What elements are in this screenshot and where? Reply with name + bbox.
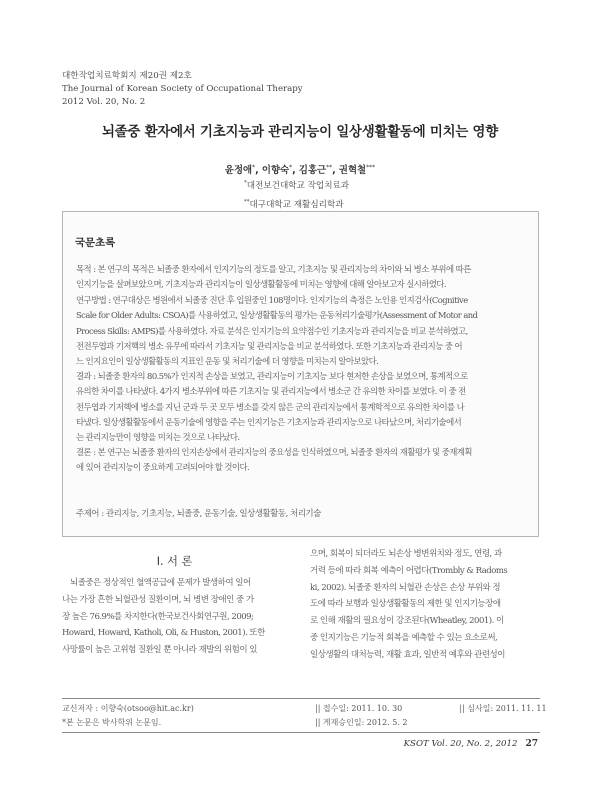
body-line: 장 높은 76.9%를 차지한다(한국보건사회연구원, 2009; (62, 611, 254, 622)
author-mark: * (289, 163, 293, 171)
journal-english-name: The Journal of Korean Society of Occupational Therapy (62, 84, 303, 94)
affiliation-row (244, 194, 349, 213)
footnote-rule-bottom (62, 732, 540, 733)
body-line: 도에 따라 보행과 일상생활활동의 제한 및 인지기능장애 (310, 599, 501, 610)
keywords: 주제어 : 관리지능, 기초지능, 뇌졸중, 운동기술, 일상생활활동, 처리기술 (76, 508, 321, 518)
journal-info (62, 70, 303, 109)
reviewed-date: || 심사일: 2011. 11. 11 (459, 704, 547, 713)
author-name: 윤정애 (224, 165, 253, 176)
affiliation-row (244, 175, 349, 194)
paper-title: 뇌졸중 환자에서 기초지능과 관리지능이 일상생활활동에 미치는 영향 (101, 125, 499, 140)
dates-row (315, 702, 547, 716)
affiliation-text: 대전보건대학교 작업치료과 (246, 180, 350, 191)
footnote-rule-top (62, 698, 540, 699)
body-right-column (310, 546, 540, 664)
abstract-line: 타냈다. 일상생활활동에서 운동기술에 영향을 주는 인지기능은 기초지능과 관리지능으로 나타났으며, 처리기술에서 (76, 416, 462, 427)
author-separator: , (255, 165, 262, 176)
corresponding-author: 교신저자 : 이향숙(otsoo@hit.ac.kr) (62, 704, 194, 713)
body-line: 중 인지기능은 기능적 회복을 예측할 수 있는 요소로써, (310, 632, 498, 643)
author-separator: , (332, 165, 339, 176)
abstract-line: Process Skills: AMPS)를 사용하였다. 자료 분석은 인지기능의 요약점수인 기초지능과 관리지능을 비교 분석하였고, (76, 325, 468, 336)
journal-volume: 2012 Vol. 20, No. 2 (62, 97, 146, 107)
accepted-date: || 게재승인일: 2012. 5. 2 (315, 718, 408, 727)
thesis-note: *본 논문은 박사학위 논문임. (62, 718, 162, 727)
body-line: 뇌졸중은 정상적인 혈액공급에 문제가 발생하여 일어 (70, 578, 251, 588)
body-line: 으며, 회복이 되더라도 뇌손상 병변위치와 정도, 연령, 과 (310, 549, 502, 559)
abstract-line: 에 있어 관리지능이 중요하게 고려되어야 할 것이다. (76, 462, 250, 473)
author-mark: * (252, 163, 256, 171)
footnote-right (315, 702, 547, 730)
author-name: 이향숙 (261, 165, 290, 176)
affiliation-text: 대구대학교 재활심리학과 (249, 199, 344, 210)
abstract-line: 는 관리지능만이 영향을 미치는 것으로 나타났다. (76, 432, 240, 443)
body-left-column (62, 575, 290, 659)
page-footer (0, 739, 538, 749)
author-name: 김홍근 (298, 165, 327, 176)
abstract-line: Scale for Older Adults: CSOA)를 사용하였고, 일상생활활동의 평가는 운동처리기술평가(Assessment of Motor and (76, 310, 478, 321)
abstract-line: 목적 : 본 연구의 목적은 뇌졸중 환자에서 인지기능의 정도를 알고, 기초지능 및 관리지능의 차이와 뇌 병소 부위에 따른 (76, 264, 471, 274)
body-line: 거력 등에 따라 회복 예측이 어렵다(Trombly & Radoms (310, 565, 508, 576)
abstract-heading: 국문초록 (75, 237, 116, 249)
abstract-method (76, 293, 531, 369)
author-mark: ** (326, 163, 333, 171)
abstract-box (62, 211, 539, 537)
body-line: 로 인해 재활의 필요성이 강조된다(Wheatley, 2001). 이 (310, 616, 504, 627)
abstract-conclusion (76, 445, 531, 476)
author-mark: *** (366, 163, 376, 171)
received-date: || 접수일: 2011. 10. 30 (315, 704, 403, 713)
affiliation-mark: ** (244, 198, 250, 205)
body-line: Howard, Howard, Katholi, Oli, & Huston, 2001). 또한 (62, 628, 265, 639)
footer-citation: KSOT Vol. 20, No. 2, 2012 (403, 739, 518, 749)
body-line: 사망률이 높은 고위험 질환일 뿐 아니라 재발의 위험이 있 (62, 645, 257, 656)
affiliation-mark: * (244, 180, 247, 186)
abstract-line: 결론 : 본 연구는 뇌졸중 환자의 인지손상에서 관리지능의 중요성을 인식하였으며, 뇌졸중 환자의 재활평가 및 중재계획 (76, 447, 472, 457)
abstract-line: 유의한 차이를 나타냈다. 4가지 병소부위에 따른 기초지능 및 관리지능에서 병소군 간 유의한 차이를 보였다. 이 중 전 (76, 386, 466, 397)
abstract-line: 전전두엽과 기저핵의 병소 유무에 따라서 기초지능 및 관리지능을 비교 분석하였다. 또한 기초지능과 관리지능 중 어 (76, 340, 463, 351)
footnote-left (62, 702, 194, 730)
author-separator: , (292, 165, 299, 176)
abstract-line: 전두엽과 기저핵에 병소를 지닌 군과 두 곳 모두 병소를 갖지 않은 군의 관리지능에서 통계학적으로 유의한 차이를 나 (76, 401, 465, 412)
body-line: ki, 2002). 뇌졸중 환자의 뇌혈관 손상은 손상 부위와 정 (310, 582, 501, 593)
abstract-results (76, 369, 531, 445)
section-heading: Ⅰ. 서 론 (156, 555, 193, 568)
page-number: 27 (525, 739, 538, 749)
journal-korean-name: 대한작업치료학회지 제20권 제2호 (62, 71, 192, 81)
abstract-line: 연구방법 : 연구대상은 병원에서 뇌졸중 진단 후 입원중인 108명이다. 인지기능의 측정은 노인용 인지검사(Cognitive (76, 295, 468, 305)
abstract-line: 결과 : 뇌졸중 환자의 80.5%가 인지적 손상을 보였고, 관리지능이 기초지능 보다 현저한 손상을 보였으며, 통계적으로 (76, 371, 468, 381)
body-line: 나는 가장 흔한 뇌혈관성 질환이며, 뇌 병변 장애인 중 가 (62, 594, 254, 605)
abstract-line: 인지기능을 살펴보았으며, 기초지능과 관리지능이 일상생활활동에 미치는 영향에 대해 알아보고자 실시하였다. (76, 279, 447, 290)
abstract-purpose (76, 262, 531, 293)
abstract-line: 느 인지요인이 일상생활활동의 지표인 운동 및 처리기술에 더 영향을 미치는지 알아보았다. (76, 356, 379, 367)
author-list (0, 162, 600, 176)
author-name: 권혁철 (338, 165, 367, 176)
body-line: 일상생활의 대처능력, 재활 효과, 일반적 예후와 관련성이 (310, 649, 505, 660)
